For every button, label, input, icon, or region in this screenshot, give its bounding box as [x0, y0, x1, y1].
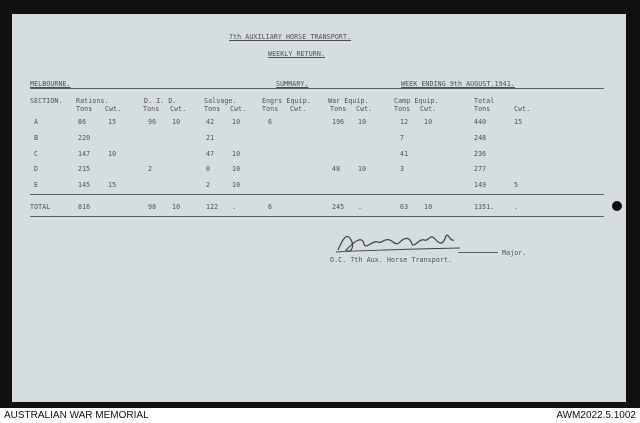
table-cell: 220 [78, 134, 91, 142]
table-cell: 149 [474, 181, 487, 189]
col-header-war: War Equip. [328, 97, 369, 105]
table-cell: 10 [172, 203, 181, 211]
total-bottom-rule [30, 216, 604, 217]
table-cell: 2 [206, 181, 211, 189]
table-cell: 15 [108, 118, 117, 126]
col-header-engrs: Engrs Equip. [262, 97, 311, 105]
table-cell: 215 [78, 165, 91, 173]
col-header-salvage: Salvage. [204, 97, 237, 105]
col-header-total: Total [474, 97, 495, 105]
row-label: A [34, 118, 39, 126]
row-label: B [34, 134, 39, 142]
table-cell: 15 [514, 118, 523, 126]
footer-credit: AUSTRALIAN WAR MEMORIAL [4, 410, 149, 421]
table-cell: 7 [400, 134, 405, 142]
signature-line [458, 252, 498, 253]
document-title: 7th AUXILIARY HORSE TRANSPORT. [229, 33, 352, 41]
subheader-cwt: Cwt. [290, 105, 307, 113]
table-cell: 63 [400, 203, 409, 211]
signature-title: O.C. 7th Aux. Horse Transport. [330, 256, 453, 264]
table-cell: 10 [108, 150, 117, 158]
table-cell: 8 [206, 165, 211, 173]
subheader-tons: Tons [474, 105, 491, 113]
table-cell: 248 [474, 134, 487, 142]
table-cell: . [514, 203, 519, 211]
table-cell: 12 [400, 118, 409, 126]
subheader-tons: Tons [262, 105, 279, 113]
subheader-cwt: Cwt. [514, 105, 531, 113]
table-cell: 10 [232, 150, 241, 158]
subheader-cwt: Cwt. [356, 105, 373, 113]
location-label: MELBOURNE. [30, 80, 71, 88]
document-subtitle: WEEKLY RETURN. [268, 50, 325, 58]
table-cell: 10 [232, 181, 241, 189]
table-cell: 440 [474, 118, 487, 126]
table-cell: 6 [268, 118, 273, 126]
table-cell: 10 [424, 203, 433, 211]
table-cell: 10 [358, 165, 367, 173]
table-cell: 96 [148, 118, 157, 126]
week-ending-label: WEEK ENDING 9th AUGUST.1941. [401, 80, 515, 88]
table-cell: 98 [148, 203, 157, 211]
row-label: TOTAL [30, 203, 51, 211]
table-cell: 10 [358, 118, 367, 126]
col-header-camp: Camp Equip. [394, 97, 439, 105]
footer-accession-number: AWM2022.5.1002 [556, 410, 636, 421]
table-cell: 147 [78, 150, 91, 158]
subheader-tons: Tons [143, 105, 160, 113]
row-label: C [34, 150, 39, 158]
table-cell: 2 [148, 165, 153, 173]
col-header-did: D. I. D. [144, 97, 177, 105]
table-cell: 5 [514, 181, 519, 189]
table-cell: 122 [206, 203, 219, 211]
col-header-section: SECTION. [30, 97, 63, 105]
punch-hole [612, 201, 622, 211]
subheader-cwt: Cwt. [420, 105, 437, 113]
row-label: D [34, 165, 39, 173]
row-label: E [34, 181, 39, 189]
table-cell: 145 [78, 181, 91, 189]
subheader-cwt: Cwt. [230, 105, 247, 113]
table-cell: 86 [78, 118, 87, 126]
table-cell: 41 [400, 150, 409, 158]
handwritten-signature [334, 228, 464, 258]
subheader-cwt: Cwt. [170, 105, 187, 113]
table-cell: 245 [332, 203, 345, 211]
table-cell: . [358, 203, 363, 211]
subheader-tons: Tons [330, 105, 347, 113]
signature-rank: Major. [502, 249, 527, 257]
document-page [12, 14, 626, 402]
table-cell: 42 [206, 118, 215, 126]
header-rule [30, 88, 604, 89]
table-cell: 10 [232, 118, 241, 126]
table-cell: 6 [268, 203, 273, 211]
table-cell: 15 [108, 181, 117, 189]
table-cell: 10 [232, 165, 241, 173]
table-cell: 10 [172, 118, 181, 126]
subheader-tons: Tons [76, 105, 93, 113]
total-top-rule [30, 194, 604, 195]
table-cell: 236 [474, 150, 487, 158]
table-cell: 48 [332, 165, 341, 173]
table-cell: 196 [332, 118, 345, 126]
table-cell: 1351. [474, 203, 495, 211]
table-cell: 3 [400, 165, 405, 173]
table-cell: 277 [474, 165, 487, 173]
subheader-cwt: Cwt. [105, 105, 122, 113]
table-cell: . [232, 203, 237, 211]
table-cell: 21 [206, 134, 215, 142]
col-header-rations: Rations. [76, 97, 109, 105]
table-cell: 816 [78, 203, 91, 211]
summary-label: SUMMARY. [276, 80, 309, 88]
subheader-tons: Tons [204, 105, 221, 113]
table-cell: 47 [206, 150, 215, 158]
table-cell: 10 [424, 118, 433, 126]
subheader-tons: Tons [394, 105, 411, 113]
